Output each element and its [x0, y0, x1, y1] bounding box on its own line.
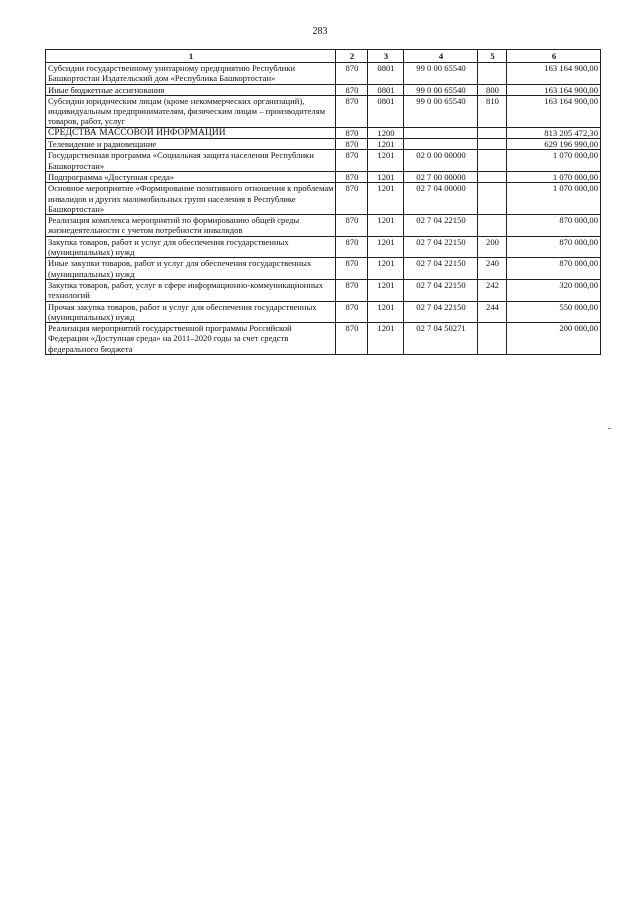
row-col4 [404, 127, 478, 138]
row-col2: 870 [336, 127, 368, 138]
row-col5 [478, 171, 507, 182]
row-col2: 870 [336, 236, 368, 258]
row-col4: 99 0 00 65540 [404, 63, 478, 85]
row-col6: 320 000,00 [507, 279, 601, 301]
row-col6: 629 196 990,00 [507, 139, 601, 150]
row-col3: 1201 [368, 258, 404, 280]
page-number: 283 [312, 26, 328, 37]
row-name: Реализация мероприятий государственной программы Российской Федерации «Доступная среда» на 2011–2020 годы за счет средств федерального бюджета [46, 323, 336, 355]
table-row [46, 183, 601, 215]
column-header-6: 6 [507, 50, 601, 63]
row-col6: 813 205 472,30 [507, 127, 601, 138]
row-col4: 02 7 04 50271 [404, 323, 478, 355]
row-col3: 1201 [368, 139, 404, 150]
row-name: СРЕДСТВА МАССОВОЙ ИНФОРМАЦИИ [46, 127, 336, 138]
row-col3: 1201 [368, 183, 404, 215]
row-col2: 870 [336, 95, 368, 127]
row-col5: 242 [478, 279, 507, 301]
table-row [46, 150, 601, 172]
row-name: Основное мероприятие «Формирование позитивного отношения к проблемам инвалидов и других маломобильных групп населения в Республике Башкортостан» [46, 183, 336, 215]
row-col2: 870 [336, 139, 368, 150]
row-col4: 02 7 04 22150 [404, 215, 478, 237]
column-header-5: 5 [478, 50, 507, 63]
row-col5 [478, 215, 507, 237]
row-col6: 870 000,00 [507, 236, 601, 258]
row-col2: 870 [336, 323, 368, 355]
row-col4: 99 0 00 65540 [404, 84, 478, 95]
table-row [46, 215, 601, 237]
table-row [46, 139, 601, 150]
row-col6: 163 164 900,00 [507, 95, 601, 127]
row-col2: 870 [336, 258, 368, 280]
row-col2: 870 [336, 150, 368, 172]
row-col5 [478, 139, 507, 150]
row-col5 [478, 323, 507, 355]
row-col5 [478, 127, 507, 138]
row-col3: 1201 [368, 323, 404, 355]
row-col3: 1201 [368, 215, 404, 237]
row-col4: 02 7 04 22150 [404, 301, 478, 323]
table-row [46, 323, 601, 355]
row-col3: 1201 [368, 171, 404, 182]
table-row [46, 279, 601, 301]
row-col5 [478, 183, 507, 215]
column-header-3: 3 [368, 50, 404, 63]
row-col4: 02 7 00 00000 [404, 171, 478, 182]
row-col4: 02 0 00 00000 [404, 150, 478, 172]
row-col3: 0801 [368, 63, 404, 85]
row-col6: 200 000,00 [507, 323, 601, 355]
budget-table [45, 49, 601, 355]
row-col2: 870 [336, 279, 368, 301]
table-row [46, 95, 601, 127]
row-col3: 1201 [368, 301, 404, 323]
row-col2: 870 [336, 183, 368, 215]
row-col2: 870 [336, 171, 368, 182]
row-col2: 870 [336, 63, 368, 85]
row-col2: 870 [336, 215, 368, 237]
row-col3: 1201 [368, 150, 404, 172]
row-col3: 0801 [368, 95, 404, 127]
row-col3: 1200 [368, 127, 404, 138]
row-col6: 163 164 900,00 [507, 84, 601, 95]
table-row [46, 84, 601, 95]
row-name: Иные бюджетные ассигнования [46, 84, 336, 95]
row-col5: 240 [478, 258, 507, 280]
row-col4: 02 7 04 22150 [404, 279, 478, 301]
row-col6: 870 000,00 [507, 215, 601, 237]
table-header-row [46, 50, 601, 63]
table-row [46, 236, 601, 258]
column-header-1: 1 [46, 50, 336, 63]
row-col6: 163 164 900,00 [507, 63, 601, 85]
table-row [46, 63, 601, 85]
row-col4: 02 7 04 22150 [404, 236, 478, 258]
row-col5: 244 [478, 301, 507, 323]
table-row [46, 171, 601, 182]
row-name: Субсидии государственному унитарному предприятию Республики Башкортостан Издательский дом «Республика Башкортостан» [46, 63, 336, 85]
row-col6: 1 070 000,00 [507, 183, 601, 215]
scan-speck [608, 428, 611, 429]
row-col3: 1201 [368, 279, 404, 301]
column-header-4: 4 [404, 50, 478, 63]
row-name: Прочая закупка товаров, работ и услуг для обеспечения государственных (муниципальных) нужд [46, 301, 336, 323]
row-name: Реализация комплекса мероприятий по формированию общей среды жизнедеятельности с учетом потребности инвалидов [46, 215, 336, 237]
row-col4: 02 7 04 22150 [404, 258, 478, 280]
row-name: Закупка товаров, работ и услуг для обеспечения государственных (муниципальных) нужд [46, 236, 336, 258]
row-col3: 1201 [368, 236, 404, 258]
column-header-2: 2 [336, 50, 368, 63]
table-row [46, 127, 601, 138]
row-name: Субсидии юридическим лицам (кроме некоммерческих организаций), индивидуальным предпринимателям, физическим лицам – производителям товаров, работ, услуг [46, 95, 336, 127]
row-col5: 200 [478, 236, 507, 258]
row-name: Государственная программа «Социальная защита населения Республики Башкортостан» [46, 150, 336, 172]
row-col5 [478, 63, 507, 85]
row-name: Иные закупки товаров, работ и услуг для обеспечения государственных (муниципальных) нужд [46, 258, 336, 280]
row-col5 [478, 150, 507, 172]
row-col4: 02 7 04 00000 [404, 183, 478, 215]
row-name: Телевидение и радиовещание [46, 139, 336, 150]
table-row [46, 301, 601, 323]
row-col6: 870 000,00 [507, 258, 601, 280]
row-name: Подпрограмма «Доступная среда» [46, 171, 336, 182]
table-row [46, 258, 601, 280]
row-col3: 0801 [368, 84, 404, 95]
row-col6: 550 000,00 [507, 301, 601, 323]
row-col2: 870 [336, 84, 368, 95]
row-col5: 800 [478, 84, 507, 95]
row-name: Закупка товаров, работ, услуг в сфере информационно-коммуникационных технологий [46, 279, 336, 301]
row-col6: 1 070 000,00 [507, 150, 601, 172]
row-col6: 1 070 000,00 [507, 171, 601, 182]
row-col5: 810 [478, 95, 507, 127]
row-col4: 99 0 00 65540 [404, 95, 478, 127]
row-col4 [404, 139, 478, 150]
row-col2: 870 [336, 301, 368, 323]
